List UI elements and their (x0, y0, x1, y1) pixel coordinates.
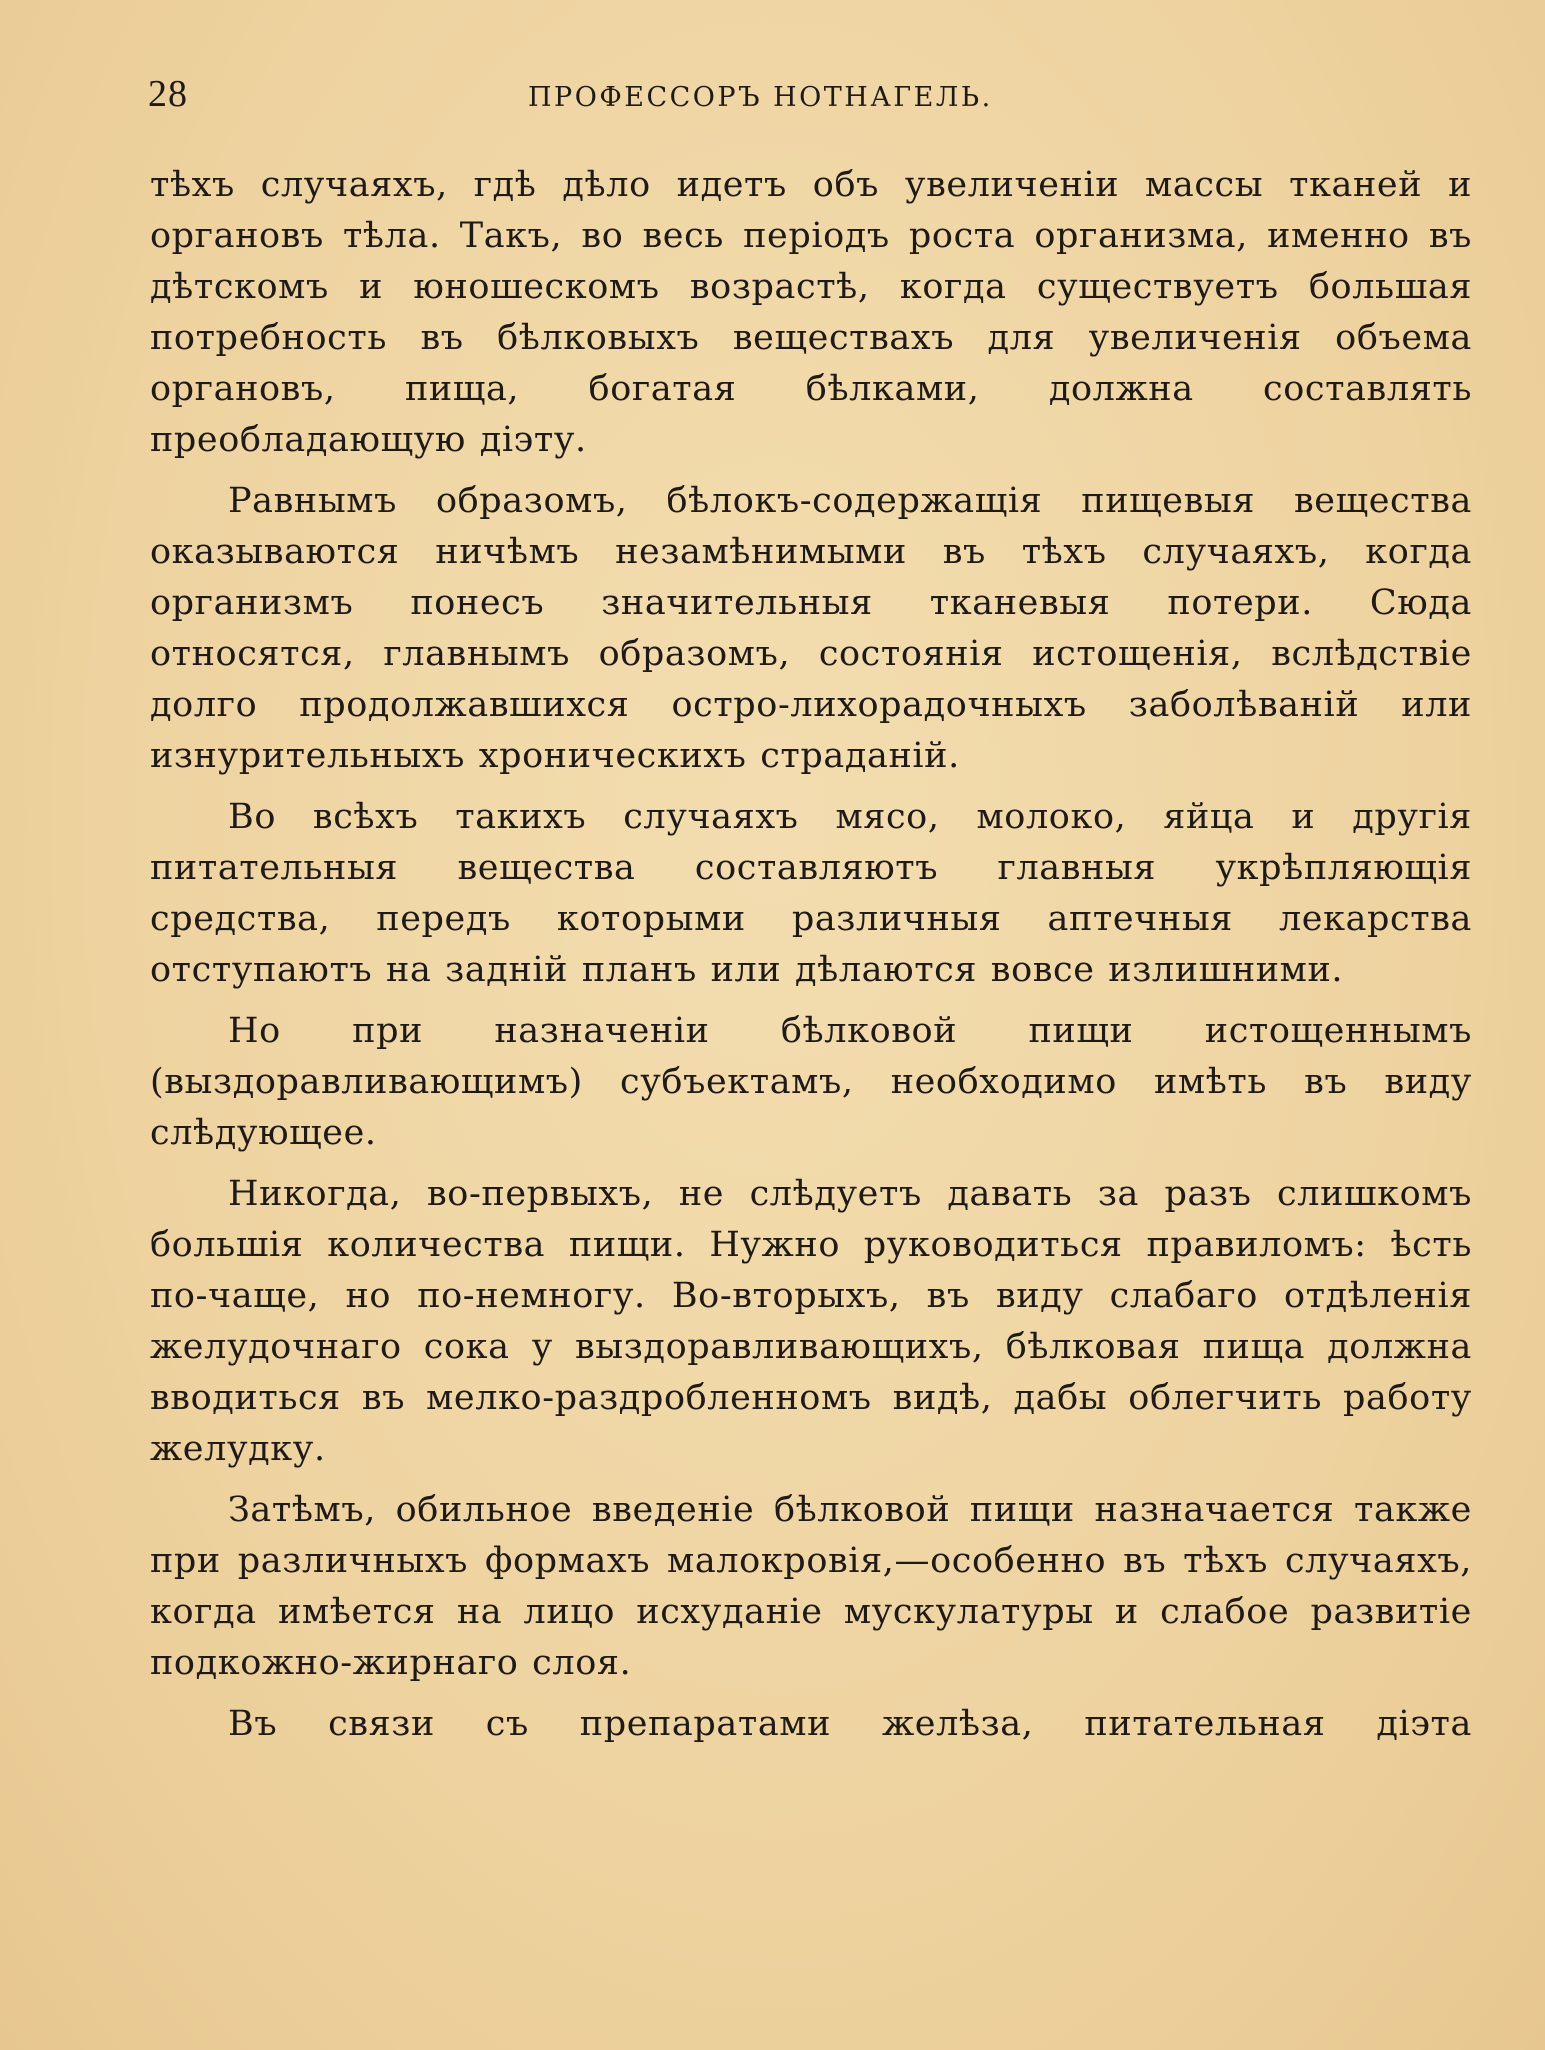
page-body (150, 160, 1472, 1760)
paragraph-continued: тѣхъ случаяхъ, гдѣ дѣло идетъ объ увеличенiи массы тканей и органовъ тѣла. Такъ, во весь перiодъ роста организма, именно въ дѣтскомъ и юношескомъ возрастѣ, когда существуетъ большая потребность въ бѣлковыхъ веществахъ для увеличенiя объема органовъ, пища, богатая бѣлками, должна составлять преобладающую дiэту. (150, 165, 1472, 460)
paragraph: Но при назначенiи бѣлковой пищи истощеннымъ (выздоравливающимъ) субъектамъ, необходимо имѣть въ виду слѣдующее. (150, 1011, 1472, 1153)
paragraph: Затѣмъ, обильное введенiе бѣлковой пищи назначается также при различныхъ формахъ малокровiя,—особенно въ тѣхъ случаяхъ, когда имѣется на лицо исхуданiе мускулатуры и слабое развитiе подкожно-жирнаго слоя. (150, 1490, 1472, 1683)
page-number: 28 (148, 73, 188, 115)
paragraph: Никогда, во-первыхъ, не слѣдуетъ давать за разъ слишкомъ большiя количества пищи. Нужно руководиться правиломъ: ѣсть по-чаще, но по-немногу. Во-вторыхъ, въ виду слабаго отдѣленiя желудочнаго сока у выздоравливающихъ, бѣлковая пища должна вводиться въ мелко-раздробленномъ видѣ, дабы облегчить работу желудку. (150, 1174, 1472, 1469)
paragraph: Во всѣхъ такихъ случаяхъ мясо, молоко, яйца и другiя питательныя вещества составляютъ главныя укрѣпляющiя средства, передъ которыми различныя аптечныя лекарства отступаютъ на заднiй планъ или дѣлаются вовсе излишними. (150, 797, 1472, 990)
paragraph: Равнымъ образомъ, бѣлокъ-содержащiя пищевыя вещества оказываются ничѣмъ незамѣнимыми въ тѣхъ случаяхъ, когда организмъ понесъ значительныя тканевыя потери. Сюда относятся, главнымъ образомъ, состоянiя истощенiя, вслѣдствiе долго продолжавшихся остро-лихорадочныхъ заболѣванiй или изнурительныхъ хроническихъ страданiй. (150, 481, 1472, 776)
paragraph-truncated: Въ связи съ препаратами желѣза, питательная дiэта (228, 1704, 1472, 1744)
running-title: ПРОФЕССОРЪ НОТНАГЕЛЬ. (528, 82, 993, 113)
page-header (148, 72, 1468, 122)
